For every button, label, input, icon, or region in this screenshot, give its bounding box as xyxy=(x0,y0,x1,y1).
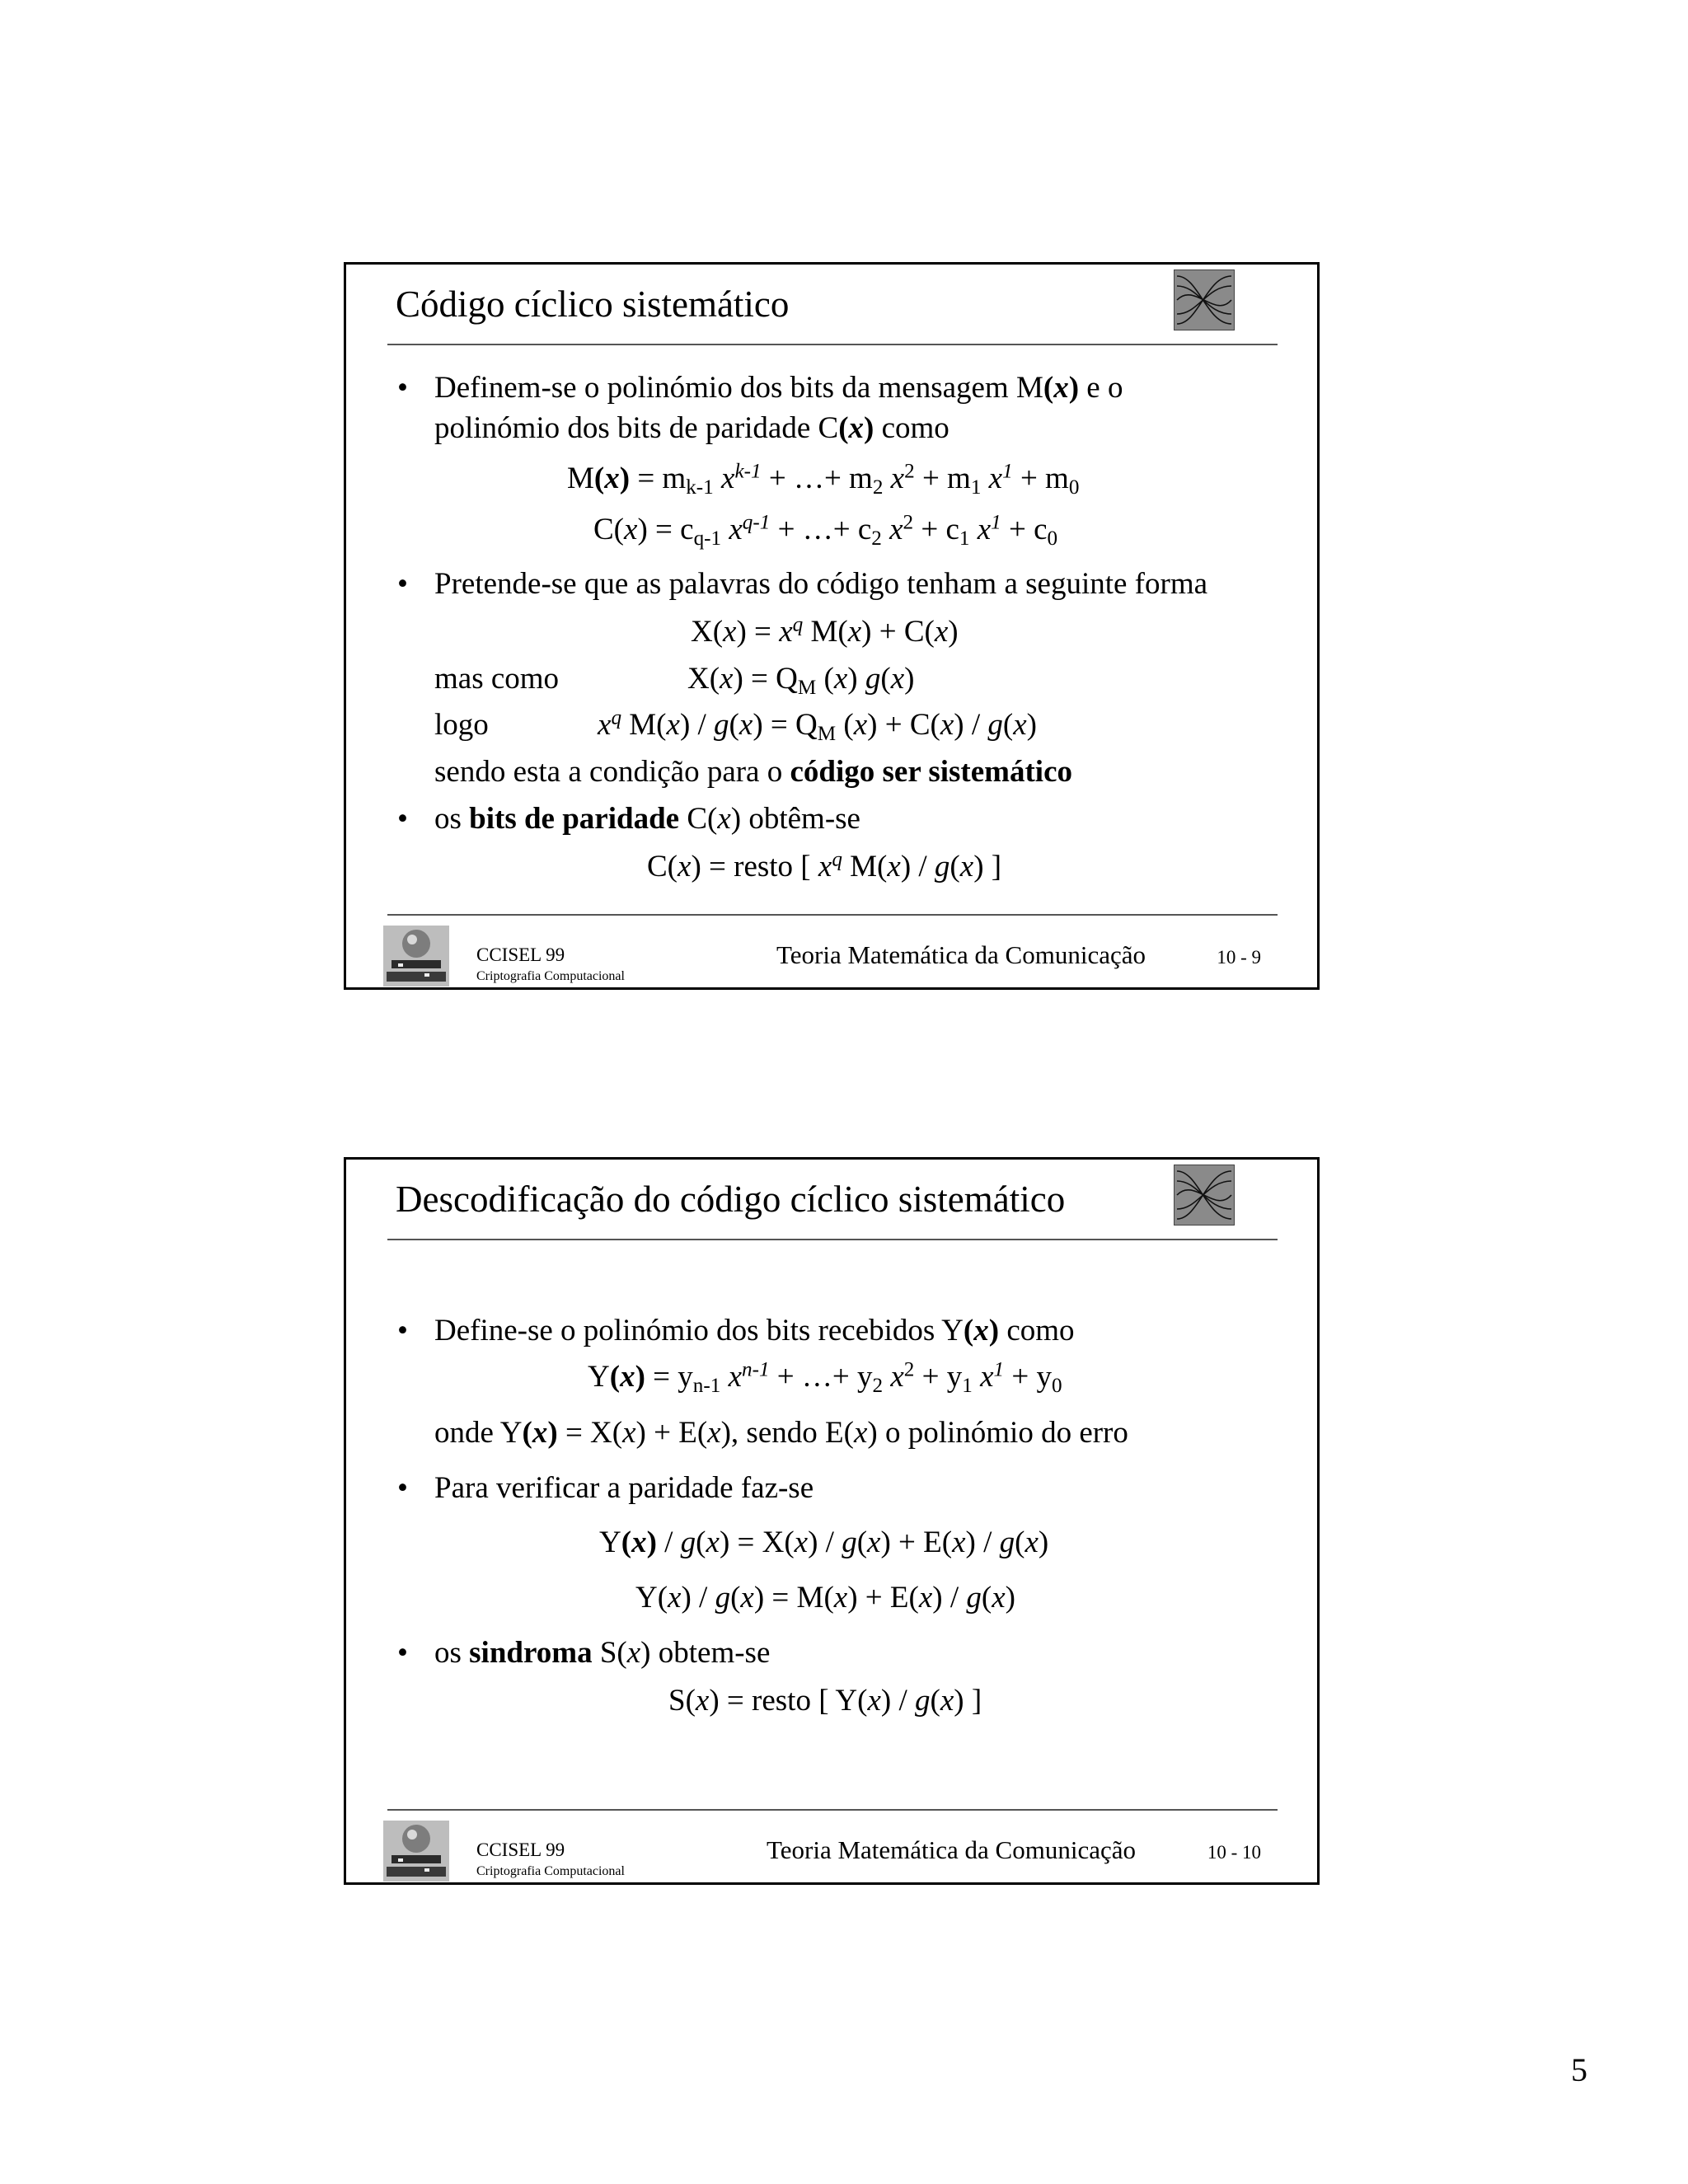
globe-logo-icon xyxy=(383,926,449,987)
slide-title: Descodificação do código cíclico sistemático xyxy=(396,1179,1066,1220)
footer-org: CCISEL 99 xyxy=(476,944,565,965)
slide-number: 10 - 9 xyxy=(1217,947,1261,968)
bullet-text-1a: Definem-se o polinómio dos bits da mensagem M(x) e o xyxy=(434,371,1123,405)
footer-org: CCISEL 99 xyxy=(476,1840,565,1860)
label-logo: logo xyxy=(434,708,489,742)
onde-text: onde Y(x) = X(x) + E(x), sendo E(x) o polinómio do erro xyxy=(434,1416,1128,1450)
bullet-text-3: os sindroma S(x) obtem-se xyxy=(434,1636,771,1670)
slide-10-9 xyxy=(344,262,1320,990)
footer-sub: Criptografia Computacional xyxy=(476,969,625,983)
sine-waves-logo-icon xyxy=(1174,269,1235,330)
footer-course: Teoria Matemática da Comunicação xyxy=(776,940,1146,969)
equation-c: $C(x) = c_{q-1}$ $x^{q-1}$ + …+ $c_2$ $x^2 + c_1$ $x^1 + c_0$ xyxy=(593,511,1058,551)
bullet: • xyxy=(397,567,408,601)
page-number: 5 xyxy=(1571,2051,1587,2088)
bullet: • xyxy=(397,1636,408,1670)
equation-division: $x^q$ $M(x) / g(x) = Q_M$ (x) + C(x) / g(x) xyxy=(598,706,1037,746)
bullet-text-1b: polinómio dos bits de paridade C(x) como xyxy=(434,411,950,445)
equation-syndrome: S(x) = resto [ Y(x) / g(x) ] xyxy=(668,1684,982,1718)
slide-title: Código cíclico sistemático xyxy=(396,284,790,325)
bullet: • xyxy=(397,802,408,836)
bullet-text-2: Para verificar a paridade faz-se xyxy=(434,1471,814,1505)
footer-sub: Criptografia Computacional xyxy=(476,1864,625,1878)
globe-logo-icon xyxy=(383,1821,449,1882)
equation-resto: C(x) = resto [ $x^q$ M(x) / g(x) ] xyxy=(647,848,1002,883)
equation-x-qm: $X(x) = Q_M$ (x) g(x) xyxy=(687,662,915,700)
bullet: • xyxy=(397,1314,408,1347)
label-mas-como: mas como xyxy=(434,662,560,696)
equation-x: $X(x) = x^q$ M(x) + C(x) xyxy=(691,613,959,649)
bullet: • xyxy=(397,1471,408,1505)
bullet-text-1: Define-se o polinómio dos bits recebidos Y(x) como xyxy=(434,1314,1075,1347)
bullet-text-3: os bits de paridade C(x) obtêm-se xyxy=(434,802,860,836)
equation-m: $M(x) = m_{k-1}$ $x^{k-1}$ + …+ $m_2$ $x^2 + m_1$ $x^1 + m_0$ xyxy=(567,460,1080,499)
equation-parity-2: Y(x) / g(x) = M(x) + E(x) / g(x) xyxy=(635,1581,1015,1615)
footer-divider xyxy=(387,914,1278,916)
bullet-text-2: Pretende-se que as palavras do código tenham a seguinte forma xyxy=(434,567,1208,601)
bullet: • xyxy=(397,371,408,405)
footer-divider xyxy=(387,1809,1278,1811)
slide-10-10 xyxy=(344,1157,1320,1885)
equation-parity-1: Y(x) / g(x) = X(x) / g(x) + E(x) / g(x) xyxy=(599,1526,1049,1559)
footer-course: Teoria Matemática da Comunicação xyxy=(767,1835,1136,1864)
title-divider xyxy=(387,344,1278,345)
slide-number: 10 - 10 xyxy=(1207,1842,1261,1863)
title-divider xyxy=(387,1239,1278,1240)
condition-text: sendo esta a condição para o código ser sistemático xyxy=(434,755,1073,789)
equation-y: $Y(x) = y_{n-1}$ $x^{n-1}$ + …+ $y_2$ $x^2 + y_1$ $x^1 + y_0$ xyxy=(588,1358,1062,1398)
sine-waves-logo-icon xyxy=(1174,1165,1235,1226)
